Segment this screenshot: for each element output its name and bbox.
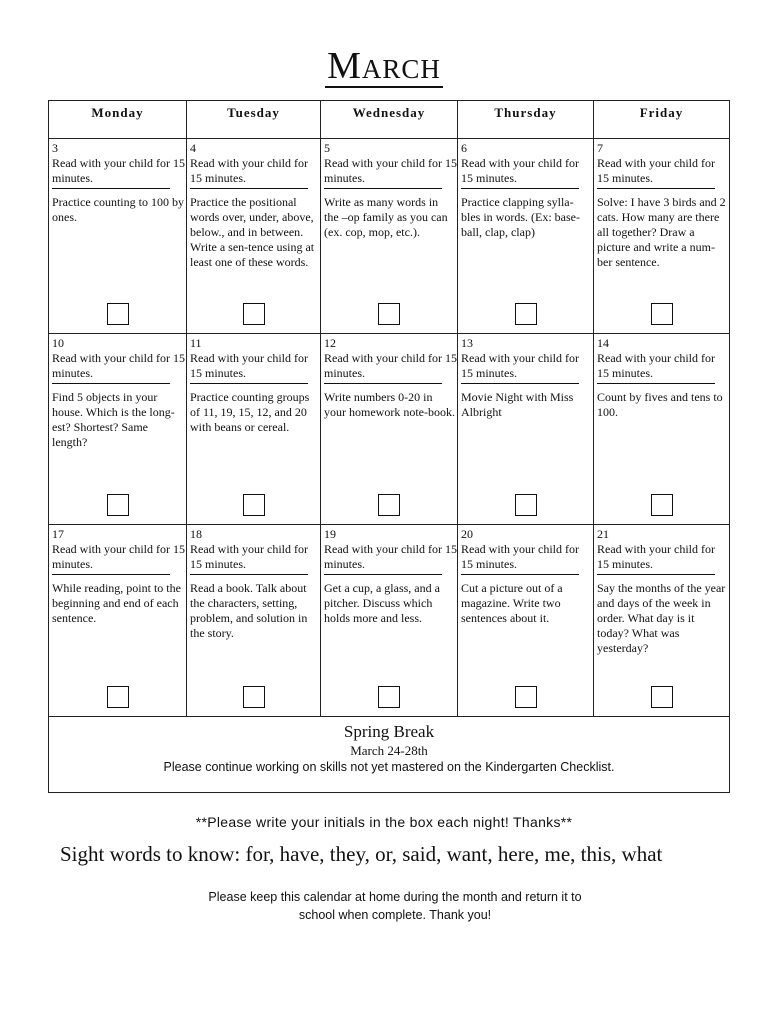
- daily-task: Cut a picture out of a magazine. Write two sentences about it.: [461, 581, 563, 625]
- keep-note-line-2: school when complete. Thank you!: [298, 908, 492, 922]
- day-number: 18: [190, 527, 202, 541]
- reading-reminder: Read with your child for 15 minutes.: [324, 542, 457, 571]
- divider-line: [597, 383, 715, 384]
- divider-line: [461, 383, 579, 384]
- divider-line: [190, 574, 308, 575]
- daily-task: Get a cup, a glass, and a pitcher. Discuss which holds more and less.: [324, 581, 440, 625]
- initials-checkbox[interactable]: [515, 686, 537, 708]
- keep-calendar-note: [0, 888, 768, 924]
- day-cell: [594, 334, 730, 525]
- day-cell: [594, 525, 730, 717]
- reading-reminder: Read with your child for 15 minutes.: [52, 351, 185, 380]
- reading-reminder: Read with your child for 15 minutes.: [190, 351, 308, 380]
- day-cell: [187, 525, 321, 717]
- reading-reminder: Read with your child for 15 minutes.: [461, 542, 579, 571]
- day-number: 17: [52, 527, 64, 541]
- daily-task: Practice counting groups of 11, 19, 15, 12, and 20 with beans or cereal.: [190, 390, 310, 434]
- reading-reminder: Read with your child for 15 minutes.: [461, 351, 579, 380]
- week-row: [49, 139, 730, 334]
- daily-task: Write numbers 0-20 in your homework note-book.: [324, 390, 455, 419]
- reading-reminder: Read with your child for 15 minutes.: [52, 542, 185, 571]
- initials-checkbox[interactable]: [378, 686, 400, 708]
- daily-task: Movie Night with Miss Albright: [461, 390, 574, 419]
- header-monday: Monday: [49, 101, 187, 139]
- initials-checkbox[interactable]: [378, 303, 400, 325]
- day-number: 7: [597, 141, 603, 155]
- day-number: 14: [597, 336, 609, 350]
- reading-reminder: Read with your child for 15 minutes.: [461, 156, 579, 185]
- day-cell: [49, 139, 187, 334]
- day-cell: [321, 334, 458, 525]
- initials-checkbox[interactable]: [243, 686, 265, 708]
- divider-line: [597, 574, 715, 575]
- day-cell: [49, 525, 187, 717]
- day-number: 12: [324, 336, 336, 350]
- day-number: 5: [324, 141, 330, 155]
- reading-reminder: Read with your child for 15 minutes.: [190, 156, 308, 185]
- initials-checkbox[interactable]: [651, 303, 673, 325]
- divider-line: [52, 574, 170, 575]
- divider-line: [461, 188, 579, 189]
- day-cell: [321, 525, 458, 717]
- day-number: 6: [461, 141, 467, 155]
- day-cell: [49, 334, 187, 525]
- daily-task: Count by fives and tens to 100.: [597, 390, 723, 419]
- header-wednesday: Wednesday: [321, 101, 458, 139]
- day-cell: [458, 334, 594, 525]
- reading-reminder: Read with your child for 15 minutes.: [597, 351, 715, 380]
- divider-line: [461, 574, 579, 575]
- daily-task: Solve: I have 3 birds and 2 cats. How many are there all together? Draw a picture and write a num-ber sentence.: [597, 195, 726, 269]
- reading-reminder: Read with your child for 15 minutes.: [597, 542, 715, 571]
- day-cell: [321, 139, 458, 334]
- initials-instruction: **Please write your initials in the box each night! Thanks**: [195, 814, 573, 830]
- initials-checkbox[interactable]: [107, 303, 129, 325]
- reading-reminder: Read with your child for 15 minutes.: [597, 156, 715, 185]
- day-number: 10: [52, 336, 64, 350]
- day-cell: [187, 334, 321, 525]
- initials-checkbox[interactable]: [107, 494, 129, 516]
- spring-break-cell: [49, 717, 730, 793]
- day-number: 21: [597, 527, 609, 541]
- initials-checkbox[interactable]: [243, 494, 265, 516]
- day-cell: [458, 139, 594, 334]
- divider-line: [324, 188, 442, 189]
- day-number: 3: [52, 141, 58, 155]
- initials-checkbox[interactable]: [107, 686, 129, 708]
- initials-checkbox[interactable]: [515, 494, 537, 516]
- day-number: 4: [190, 141, 196, 155]
- daily-task: Read a book. Talk about the characters, setting, problem, and solution in the story.: [190, 581, 308, 640]
- daily-task: While reading, point to the beginning and end of each sentence.: [52, 581, 181, 625]
- divider-line: [324, 574, 442, 575]
- header-thursday: Thursday: [458, 101, 594, 139]
- initials-checkbox[interactable]: [243, 303, 265, 325]
- header-tuesday: Tuesday: [187, 101, 321, 139]
- daily-task: Find 5 objects in your house. Which is the long-est? Shortest? Same length?: [52, 390, 175, 449]
- day-cell: [187, 139, 321, 334]
- divider-line: [52, 188, 170, 189]
- month-title: March: [327, 45, 441, 87]
- spring-break-dates: March 24-28th: [350, 743, 428, 758]
- daily-task: Say the months of the year and days of the week in order. What day is it today? What was yesterday?: [597, 581, 726, 655]
- spring-break-note: Please continue working on skills not yet mastered on the Kindergarten Checklist.: [163, 760, 615, 774]
- header-friday: Friday: [594, 101, 730, 139]
- day-cell: [458, 525, 594, 717]
- day-number: 19: [324, 527, 336, 541]
- daily-task: Practice counting to 100 by ones.: [52, 195, 184, 224]
- initials-checkbox[interactable]: [651, 686, 673, 708]
- divider-line: [52, 383, 170, 384]
- reading-reminder: Read with your child for 15 minutes.: [324, 351, 457, 380]
- sight-words: Sight words to know: for, have, they, or, said, want, here, me, this, what: [60, 842, 663, 866]
- keep-note-line-1: Please keep this calendar at home during the month and return it to: [208, 890, 582, 904]
- divider-line: [324, 383, 442, 384]
- divider-line: [597, 188, 715, 189]
- reading-reminder: Read with your child for 15 minutes.: [190, 542, 308, 571]
- day-cell: [594, 139, 730, 334]
- daily-task: Write as many words in the –op family as you can (ex. cop, mop, etc.).: [324, 195, 448, 239]
- week-row: [49, 525, 730, 717]
- reading-reminder: Read with your child for 15 minutes.: [52, 156, 185, 185]
- reading-reminder: Read with your child for 15 minutes.: [324, 156, 457, 185]
- day-number: 20: [461, 527, 473, 541]
- day-number: 13: [461, 336, 473, 350]
- divider-line: [190, 188, 308, 189]
- daily-task: Practice clapping sylla-bles in words. (Ex: base-ball, clap, clap): [461, 195, 580, 239]
- daily-task: Practice the positional words over, under, above, below., and in between. Write a sen-tence using at least one of these words.: [190, 195, 315, 269]
- weekday-header-row: [49, 101, 730, 139]
- week-row: [49, 334, 730, 525]
- day-number: 11: [190, 336, 202, 350]
- initials-checkbox[interactable]: [515, 303, 537, 325]
- spring-break-title: Spring Break: [343, 722, 435, 741]
- calendar-table: [48, 100, 730, 793]
- initials-checkbox[interactable]: [378, 494, 400, 516]
- spring-break-row: [49, 717, 730, 793]
- initials-checkbox[interactable]: [651, 494, 673, 516]
- divider-line: [190, 383, 308, 384]
